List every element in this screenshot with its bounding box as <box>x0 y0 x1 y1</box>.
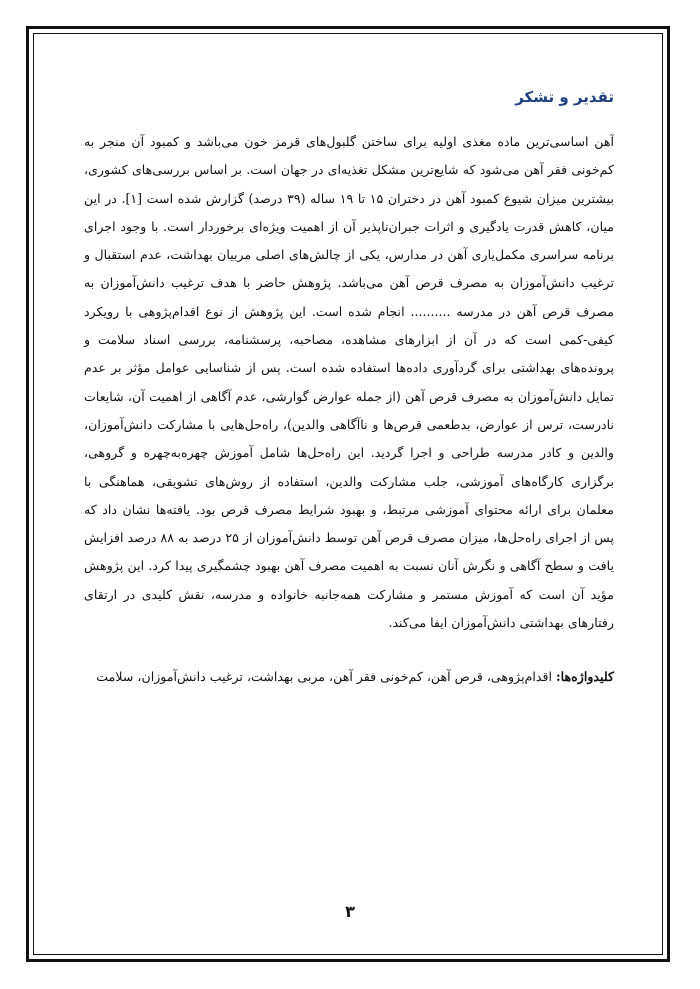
abstract-paragraph: آهن اساسی‌ترین ماده مغذی اولیه برای ساختن گلبول‌های قرمز خون می‌باشد و کمبود آن منجر به کم‌خونی فقر آهن می‌شود که شایع‌ترین مشکل تغذیه‌ای در جهان است. بر اساس بررسی‌های کشوری، بیشترین میزان شیوع کمبود آهن در دختران ۱۵ تا ۱۹ ساله (۳۹ درصد) گزارش شده است [۱]. در این میان، کاهش قدرت یادگیری و اثرات جبران‌ناپذیر آن از اهمیت ویژه‌ای برخوردار است. با وجود اجرای برنامه سراسری مکمل‌یاری آهن در مدارس، یکی از چالش‌های اصلی مربیان بهداشت، عدم استقبال و ترغیب دانش‌آموزان به مصرف قرص آهن می‌باشد. پژوهش حاضر با هدف ترغیب دانش‌آموزان به مصرف قرص آهن در مدرسه .......... انجام شده است. این پژوهش از نوع اقدام‌پژوهی با رویکرد کیفی-کمی است که در آن از ابزارهای مشاهده، مصاحبه، پرسشنامه، بررسی اسناد سلامت و پرونده‌های بهداشتی برای گردآوری داده‌ها استفاده شده است. پس از شناسایی عوامل مؤثر بر عدم تمایل دانش‌آموزان به مصرف قرص آهن (از جمله عوارض گوارشی، عدم آگاهی از اهمیت آن، شایعات نادرست، ترس از عوارض، بدطعمی قرص‌ها و ناآگاهی والدین)، راه‌حل‌هایی با مشارکت دانش‌آموزان، والدین و کادر مدرسه طراحی و اجرا گردید. این راه‌حل‌ها شامل آموزش چهره‌به‌چهره و گروهی، برگزاری کارگاه‌های آموزشی، جلب مشارکت والدین، استفاده از روش‌های تشویقی، هماهنگی با معلمان برای ارائه محتوای آموزشی مرتبط، و بهبود شرایط مصرف قرص بود. یافته‌ها نشان داد که پس از اجرای راه‌حل‌ها، میزان مصرف قرص آهن توسط دانش‌آموزان از ۲۵ درصد به ۸۸ درصد افزایش یافت و سطح آگاهی و نگرش آنان نسبت به اهمیت مصرف آهن بهبود چشمگیری پیدا کرد. این پژوهش مؤید آن است که آموزش مستمر و مشارکت همه‌جانبه خانواده و مدرسه، نقش کلیدی در ارتقای رفتارهای بهداشتی دانش‌آموزان ایفا می‌کند. <box>84 134 614 631</box>
section-title: تقدیر و تشکر <box>515 88 614 106</box>
keywords-list: اقدام‌پژوهی، قرص آهن، کم‌خونی فقر آهن، مربی بهداشت، ترغیب دانش‌آموزان، سلامت <box>96 669 553 685</box>
page-number: ۳ <box>345 902 355 921</box>
keywords-line <box>84 663 614 691</box>
page-content <box>84 88 614 691</box>
keywords-label: کلیدواژه‌ها: <box>556 669 614 685</box>
